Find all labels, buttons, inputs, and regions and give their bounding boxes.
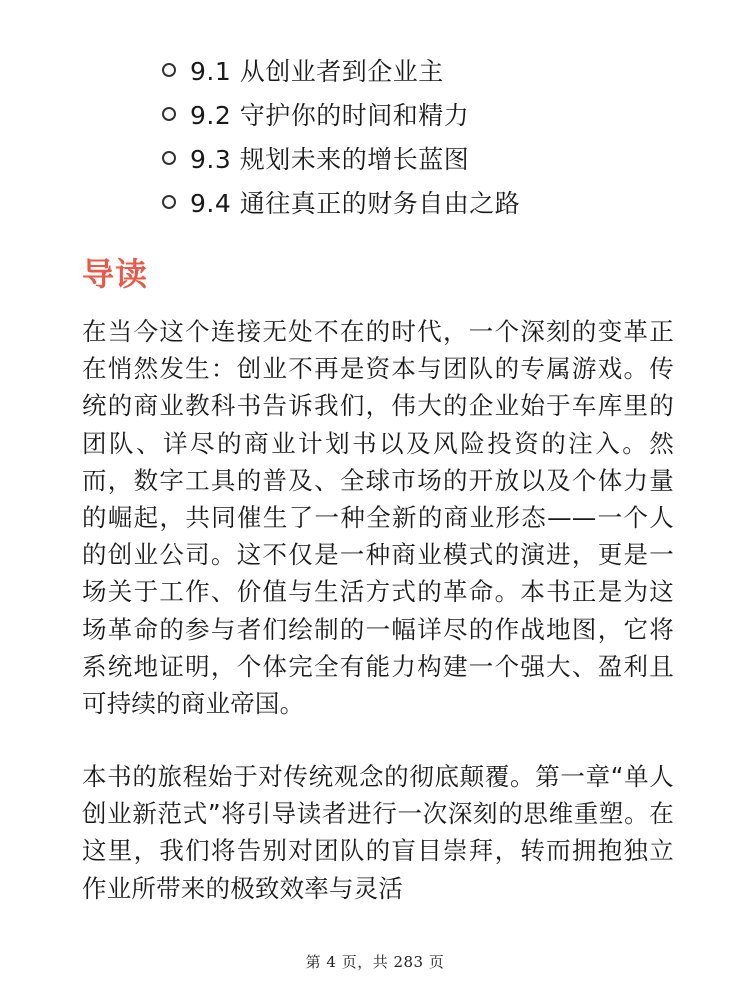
table-of-contents xyxy=(162,50,722,226)
toc-item[interactable] xyxy=(162,50,722,94)
circle-bullet-icon xyxy=(162,63,176,77)
toc-item-label: 9.4 通往真正的财务自由之路 xyxy=(190,189,521,218)
body-paragraph: 在当今这个连接无处不在的时代，一个深刻的变革正在悄然发生：创业不再是资本与团队的专属游戏。传统的商业教科书告诉我们，伟大的企业始于车库里的团队、详尽的商业计划书以及风险投资的注入。然而，数字工具的普及、全球市场的开放以及个体力量的崛起，共同催生了一种全新的商业形态——一个人的创业公司。这不仅是一种商业模式的演进，更是一场关于工作、价值与生活方式的革命。本书正是为这场革命的参与者们绘制的一幅详尽的作战地图，它将系统地证明，个体完全有能力构建一个强大、盈利且可持续的商业帝国。 xyxy=(82,317,674,719)
toc-item[interactable] xyxy=(162,138,722,182)
page-number-footer: 第 4 页，共 283 页 xyxy=(305,953,445,971)
section-heading: 导读 xyxy=(82,255,149,293)
toc-item-label: 9.1 从创业者到企业主 xyxy=(190,57,444,86)
circle-bullet-icon xyxy=(162,151,176,165)
toc-item-label: 9.3 规划未来的增长蓝图 xyxy=(190,145,470,174)
circle-bullet-icon xyxy=(162,195,176,209)
body-paragraph: 本书的旅程始于对传统观念的彻底颠覆。第一章“单人创业新范式”将引导读者进行一次深刻的思维重塑。在这里，我们将告别对团队的盲目崇拜，转而拥抱独立作业所带来的极致效率与灵活 xyxy=(82,762,674,903)
toc-item[interactable] xyxy=(162,94,722,138)
circle-bullet-icon xyxy=(162,107,176,121)
toc-item-label: 9.2 守护你的时间和精力 xyxy=(190,101,470,130)
toc-item[interactable] xyxy=(162,182,722,226)
